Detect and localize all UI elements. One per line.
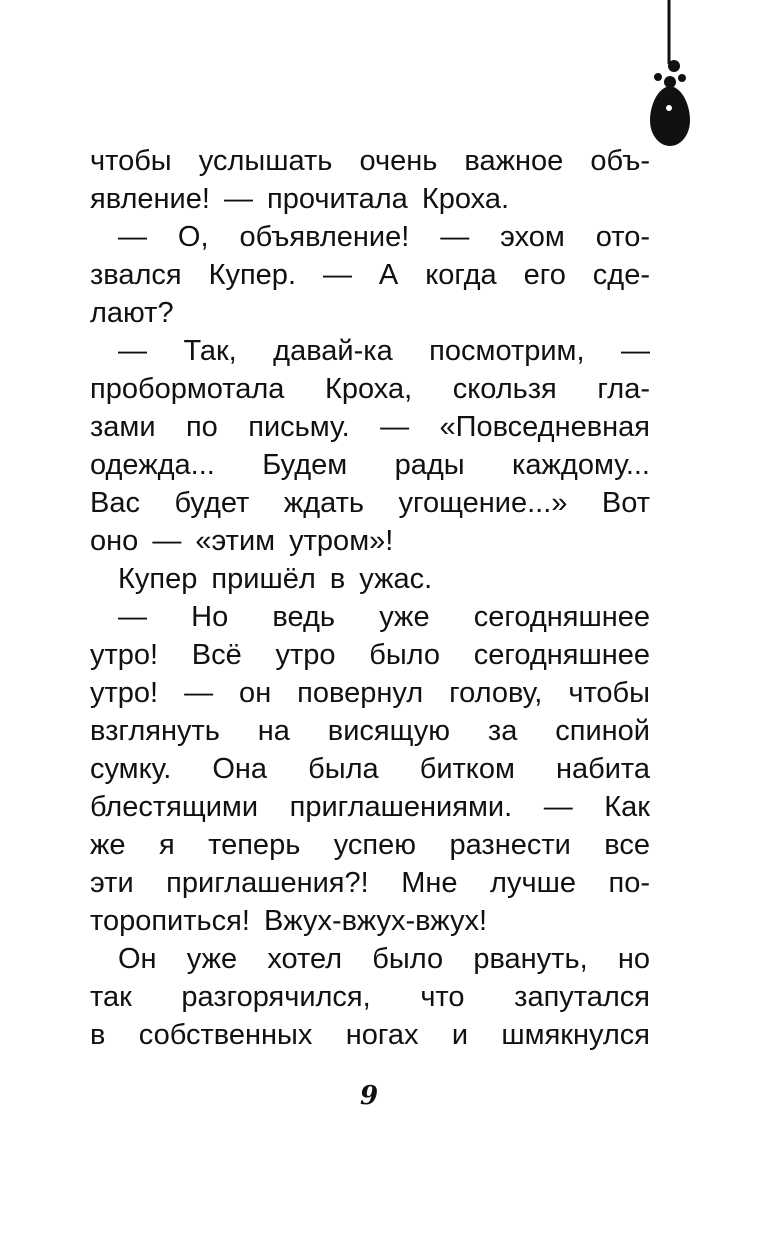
text-line: оно — «этим утром»!: [90, 525, 394, 557]
text-line: же я теперь успею разнести все: [90, 829, 650, 861]
text-line: утро! — он повернул голову, чтобы: [90, 677, 650, 709]
hanging-ornament-icon: [640, 0, 700, 150]
text-line: так разгорячился, что запутался: [90, 981, 650, 1013]
body-text: [90, 142, 650, 1054]
text-line: явление! — прочитала Кроха.: [90, 183, 510, 215]
text-line: Вас будет ждать угощение...» Вот: [90, 487, 650, 519]
text-line: чтобы услышать очень важное объ-: [90, 145, 650, 177]
page-number: 9: [359, 1081, 379, 1111]
text-line: эти приглашения?! Мне лучше по-: [90, 867, 650, 899]
text-line: — О, объявление! — эхом ото-: [118, 221, 650, 253]
text-line: утро! Всё утро было сегодняшнее: [90, 639, 650, 671]
text-line: в собственных ногах и шмякнулся: [90, 1019, 650, 1051]
text-line: пробормотала Кроха, скользя гла-: [90, 373, 650, 405]
text-line: звался Купер. — А когда его сде-: [90, 259, 650, 291]
text-line: зами по письму. — «Повседневная: [90, 411, 650, 443]
text-line: Он уже хотел было рвануть, но: [118, 943, 650, 975]
text-line: — Но ведь уже сегодняшнее: [118, 601, 650, 633]
text-line: — Так, давай-ка посмотрим, —: [118, 335, 650, 367]
text-line: взглянуть на висящую за спиной: [90, 715, 650, 747]
text-line: сумку. Она была битком набита: [90, 753, 650, 785]
text-line: Купер пришёл в ужас.: [118, 563, 433, 595]
text-line: лают?: [90, 297, 174, 329]
text-line: одежда... Будем рады каждому...: [90, 449, 650, 481]
text-line: торопиться! Вжух-вжух-вжух!: [90, 905, 488, 937]
text-line: блестящими приглашениями. — Как: [90, 791, 650, 823]
